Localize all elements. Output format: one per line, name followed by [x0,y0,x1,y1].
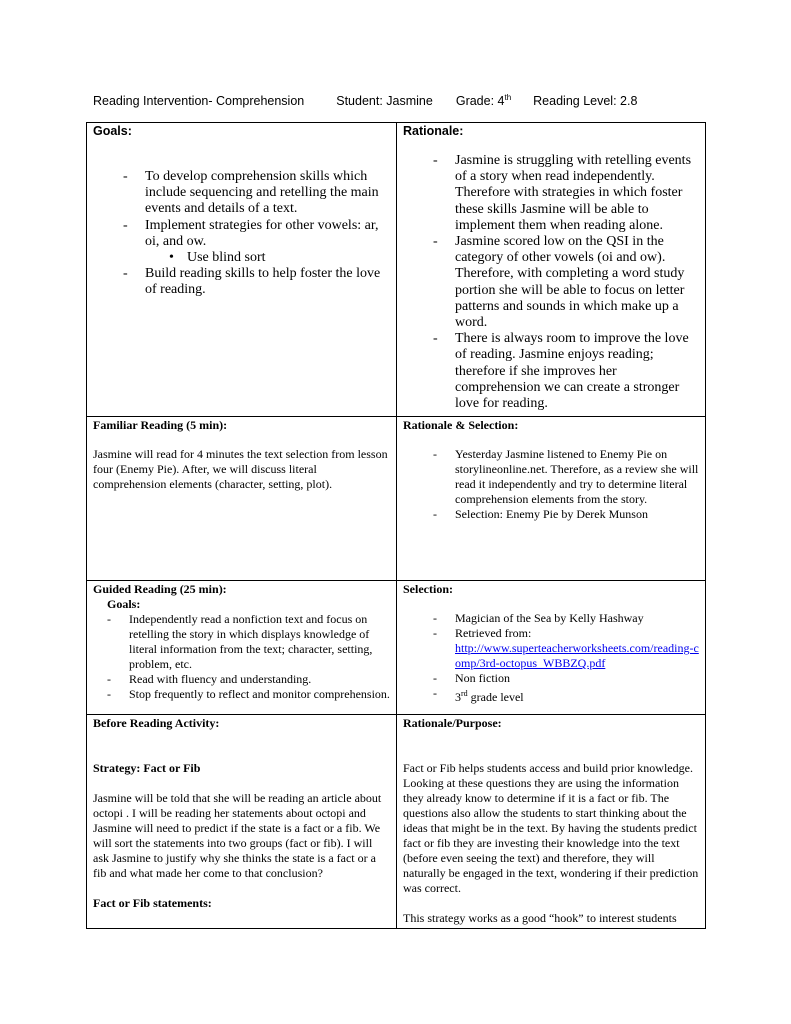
header-reading-level: Reading Level: 2.8 [533,94,638,109]
rationale-item-3: - There is always room to improve the love of reading. Jasmine enjoys reading; therefore if she improves her comprehension we can create a stronger love for reading. [433,331,699,412]
familiar-rationale-item-2: - Selection: Enemy Pie by Derek Munson [433,507,699,522]
selection-link[interactable]: http://www.superteacherworksheets.com/reading-comp/3rd-octopus_WBBZQ.pdf [455,641,699,670]
familiar-reading-row [87,417,706,581]
selection-list [403,611,699,705]
goal-item-2: - Implement strategies for other vowels: ar, oi, and ow. • Use blind sort [123,218,390,267]
strategy-heading: Strategy: Fact or Fib [93,761,201,775]
selection-grade-level: - 3rd grade level [433,686,699,705]
fact-or-fib-statements-heading: Fact or Fib statements: [93,896,212,910]
rationale-heading: Rationale: [403,124,464,138]
strategy-text: Jasmine will be told that she will be reading an article about octopi . I will be reading her statements about octopi and Jasmine will need to predict if the state is a fact or a fib. We will sort the statements into two groups (fact or fib). I will ask Jasmine to justify why she thinks the state is a fact or a fib and what made her come to that conclusion? [93,791,382,880]
page-header [93,93,637,108]
before-reading-heading: Before Reading Activity: [93,716,220,730]
familiar-rationale-list [403,447,699,522]
before-reading-row [87,715,706,929]
guided-goals-list [93,612,390,702]
familiar-rationale-item-1: - Yesterday Jasmine listened to Enemy Pie on storylineonline.net. Therefore, as a review she will read it independently and try to determine literal comprehension elements from the story. [433,447,699,507]
familiar-reading-text: Jasmine will read for 4 minutes the text selection from lesson four (Enemy Pie). After, we will discuss literal comprehension elements (character, setting, plot). [93,447,388,491]
guided-goals-label: Goals: [107,597,141,611]
rationale-item-2: - Jasmine scored low on the QSI in the category of other vowels (oi and ow). Therefore, with completing a word study portion she will be able to focus on letter patterns and sounds in which make up a word. [433,234,699,331]
goals-heading: Goals: [93,124,132,138]
before-rationale-heading: Rationale/Purpose: [403,716,502,730]
guided-reading-heading: Guided Reading (25 min): [93,582,227,596]
lesson-plan-table [86,122,706,929]
goal-item-3: - Build reading skills to help foster the love of reading. [123,266,390,298]
rationale-list [403,153,699,412]
familiar-reading-heading: Familiar Reading (5 min): [93,418,228,432]
familiar-reading-cell [87,417,397,581]
goal-subitem: • Use blind sort [169,250,390,266]
goal-sublist [145,250,390,266]
header-title: Reading Intervention- Comprehension [93,94,305,109]
goals-list [93,169,390,299]
before-rationale-cell [397,715,706,929]
guided-goal-1: - Independently read a nonfiction text and focus on retelling the story in which displays knowledge of literal information from the text; character, setting, problem, etc. [107,612,390,672]
guided-goal-2: - Read with fluency and understanding. [107,672,390,687]
selection-title: - Magician of the Sea by Kelly Hashway [433,611,699,626]
guided-goal-3: - Stop frequently to reflect and monitor comprehension. [107,687,390,702]
rationale-cell [397,123,706,417]
before-rationale-text: Fact or Fib helps students access and build prior knowledge. Looking at these questions they are using the information they already know to determine if it is a fact or fib. The questions also allow the students to start thinking about the ideas that might be in the text. By having the students predict fact or fib they are investing their knowledge into the text (before even seeing the text) and therefore, they will naturally be engaged in the text, wondering if their prediction was correct. [403,761,699,895]
guided-reading-cell [87,581,397,715]
goals-cell [87,123,397,417]
header-grade: Grade: 4th [455,93,512,109]
familiar-rationale-heading: Rationale & Selection: [403,418,519,432]
before-reading-cell [87,715,397,929]
selection-heading: Selection: [403,582,453,596]
selection-cell [397,581,706,715]
goal-item-1: - To develop comprehension skills which include sequencing and retelling the main events and details of a text. [123,169,390,218]
selection-source: - Retrieved from: http://www.superteacherworksheets.com/reading-comp/3rd-octopus_WBBZQ.pdf [433,626,699,671]
goals-row [87,123,706,417]
header-student: Student: Jasmine [336,94,433,109]
familiar-rationale-cell [397,417,706,581]
before-rationale-text-2: This strategy works as a good “hook” to interest students [403,911,677,925]
rationale-item-1: - Jasmine is struggling with retelling events of a story when read independently. Therefore with strategies in which foster these skills Jasmine will be able to implement them when reading alone. [433,153,699,234]
selection-genre: - Non fiction [433,671,699,686]
guided-reading-row [87,581,706,715]
